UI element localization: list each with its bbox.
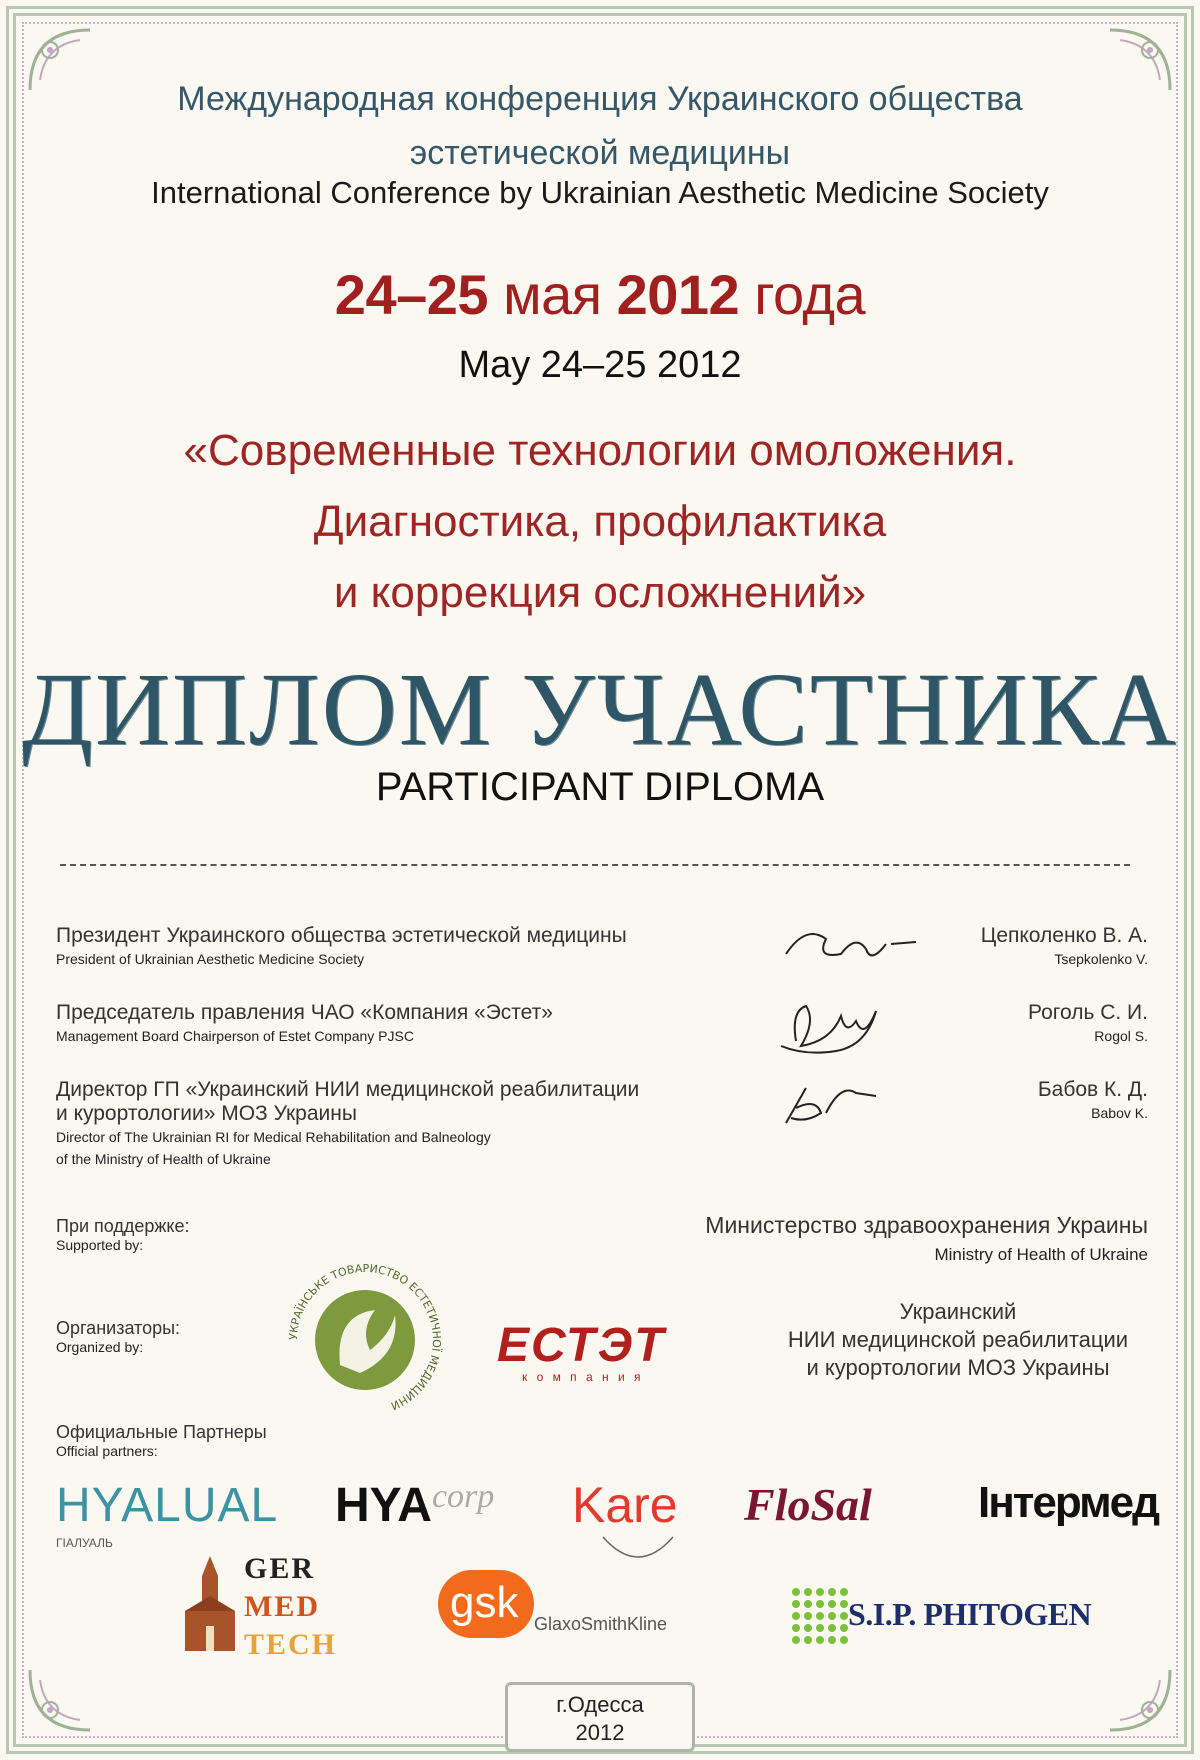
partners-label: [56, 1422, 267, 1459]
topic-line1: «Современные технологии омоложения.: [183, 426, 1017, 475]
footer-city: г.Одесса: [556, 1692, 644, 1717]
hyacorp-logo: [335, 1478, 494, 1533]
signatory-role-en: Management Board Chairperson of Estet Company PJSC: [56, 1028, 414, 1044]
signatory-role: [56, 1078, 639, 1170]
gsk-logo: gsk: [450, 1578, 519, 1627]
ministry: [705, 1212, 1148, 1265]
organizers-label-en: Organized by:: [56, 1339, 144, 1355]
signatory-role-ru: Директор ГП «Украинский НИИ медицинской реабилитации: [56, 1078, 640, 1101]
conference-title-ru: [0, 72, 1200, 180]
organizers-label: [56, 1318, 180, 1355]
signatory-role-en: Director of The Ukrainian RI for Medical Rehabilitation and Balneology: [56, 1129, 491, 1145]
signatory-role-en: President of Ukrainian Aesthetic Medicine Society: [56, 951, 365, 967]
signature-icon: [746, 914, 946, 994]
corner-ornament-icon: [1100, 1660, 1180, 1740]
topic-line2: Диагностика, профилактика: [313, 497, 887, 546]
institute-line2: НИИ медицинской реабилитации: [787, 1327, 1129, 1352]
signatory-name-ru: Бабов К. Д.: [1037, 1078, 1148, 1101]
kare-logo: Kare: [572, 1477, 678, 1533]
signatory-name-en: Tsepkolenko V.: [1054, 951, 1148, 967]
date-ru-year: 2012: [616, 263, 740, 326]
signatory-name-en: Rogol S.: [1094, 1028, 1148, 1044]
estet-logo-subtitle: к о м п а н и я: [522, 1370, 644, 1384]
signatory-name: [1038, 1078, 1148, 1124]
topic-line3: и коррекция осложнений»: [333, 568, 867, 617]
signatory-role-ru: Президент Украинского общества эстетической медицины: [56, 924, 627, 947]
support-label: [56, 1216, 190, 1253]
signatory-role-en: of the Ministry of Health of Ukraine: [56, 1151, 271, 1167]
germedtech-logo-line2: MED: [244, 1590, 320, 1623]
institute-line1: Украинский: [899, 1299, 1017, 1324]
date-en: May 24–25 2012: [458, 344, 742, 386]
signatory-role-ru: Председатель правления ЧАО «Компания «Эстет»: [56, 1001, 553, 1024]
society-ring-text: УКРАЇНСЬКЕ ТОВАРИСТВО ЕСТЕТИЧНОЇ МЕДИЦИНИ: [286, 1261, 444, 1413]
germedtech-logo-line1: GER: [244, 1552, 316, 1585]
hyalual-logo-subtitle: ГІАЛУАЛЬ: [56, 1536, 113, 1550]
date-ru: [0, 262, 1200, 327]
gsk-full-name: GlaxoSmithKline: [534, 1614, 668, 1634]
partners-label-en: Official partners:: [56, 1443, 158, 1459]
church-icon: [180, 1556, 240, 1656]
signatory-role: [56, 1001, 553, 1047]
ministry-name-ru: Министерство здравоохранения Украины: [705, 1212, 1148, 1238]
conference-title-ru-line2: эстетической медицины: [409, 134, 791, 172]
conference-title-en: International Conference by Ukrainian Aesthetic Medicine Society: [151, 175, 1049, 210]
hyacorp-logo-main: HYA: [335, 1479, 432, 1532]
phitogen-logo: S.I.P. PHITOGEN: [848, 1596, 1092, 1632]
society-logo: [280, 1255, 450, 1425]
signatory-role-ru: и курортологии» МОЗ Украины: [56, 1102, 357, 1125]
footer-location-box: [505, 1682, 695, 1752]
footer-year: 2012: [575, 1720, 625, 1745]
signature-icon: [746, 991, 946, 1071]
corner-ornament-icon: [20, 1660, 100, 1740]
support-label-ru: При поддержке:: [56, 1216, 190, 1236]
phitogen-dots-icon: [790, 1586, 854, 1646]
intermed-logo-text: Інтермед: [978, 1478, 1159, 1527]
institute-line3: и курортологии МОЗ Украины: [806, 1355, 1110, 1380]
divider: [60, 864, 1130, 866]
signatory-name: [1028, 1001, 1148, 1047]
hyalual-logo: HYALUAL: [56, 1479, 279, 1532]
intermed-logo: [978, 1478, 1158, 1528]
flosal-logo: FloSal: [744, 1479, 872, 1530]
conference-topic: [0, 415, 1200, 628]
signatory-name-ru: Цепколенко В. А.: [980, 924, 1148, 947]
signatory-name: [981, 924, 1148, 970]
hyacorp-logo-suffix: corp: [431, 1478, 495, 1515]
partners-label-ru: Официальные Партнеры: [56, 1422, 267, 1442]
germedtech-logo-line3: TECH: [244, 1628, 338, 1661]
estet-logo: ЕСТЭТ: [497, 1319, 666, 1372]
date-ru-month: мая: [488, 263, 617, 326]
conference-title-ru-line1: Международная конференция Украинского общества: [177, 80, 1023, 118]
signatory-role: [56, 924, 627, 970]
organizers-label-ru: Организаторы:: [56, 1318, 181, 1338]
institute: [768, 1298, 1148, 1382]
signatory-name-ru: Роголь С. И.: [1028, 1001, 1148, 1024]
signature-icon: [746, 1068, 946, 1148]
date-ru-suffix: года: [739, 263, 866, 326]
support-label-en: Supported by:: [56, 1237, 144, 1253]
ministry-name-en: Ministry of Health of Ukraine: [934, 1245, 1148, 1264]
signatory-name-en: Babov K.: [1091, 1105, 1148, 1121]
kare-swirl-icon: [598, 1532, 678, 1572]
diploma-heading-ru: ДИПЛОМ УЧАСТНИКА: [22, 652, 1178, 767]
date-ru-days: 24–25: [334, 263, 489, 326]
diploma-heading-en: PARTICIPANT DIPLOMA: [375, 765, 825, 809]
